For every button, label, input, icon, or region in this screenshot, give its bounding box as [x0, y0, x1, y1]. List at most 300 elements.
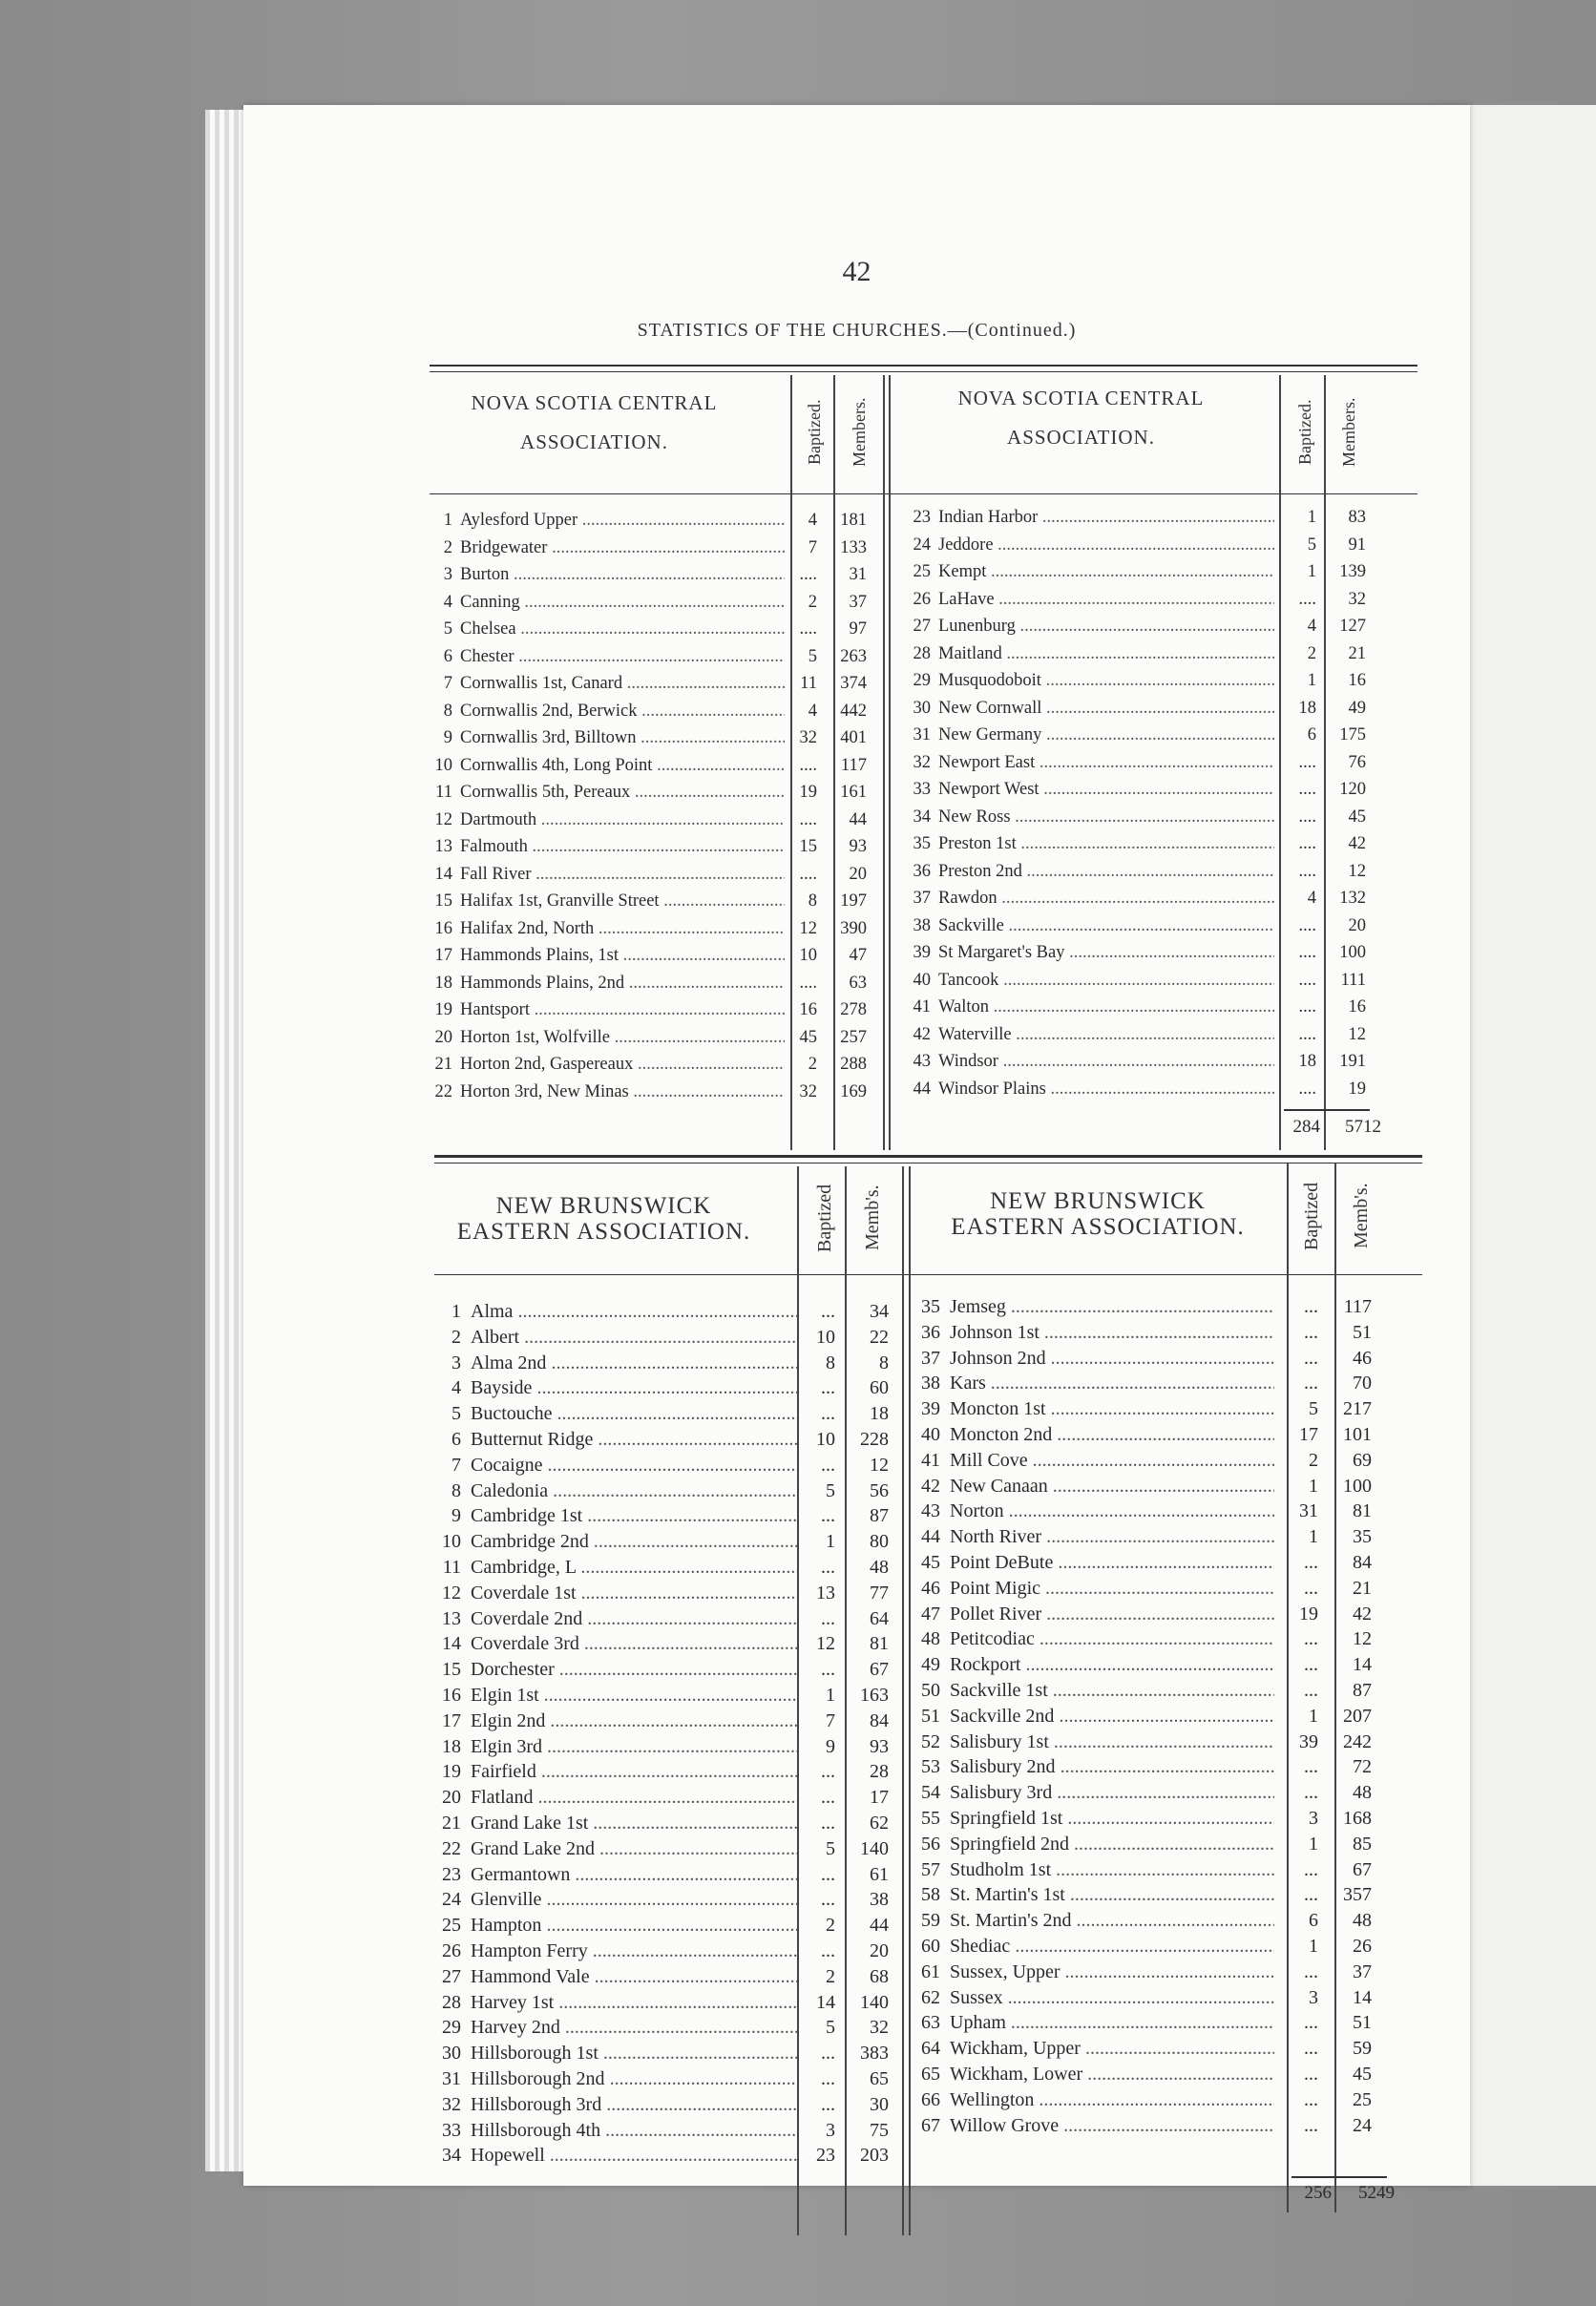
church-name: Moncton 1st .....: [940, 1398, 1274, 1420]
table-row: [914, 1936, 1372, 1958]
col-header-members: Members.: [1339, 397, 1358, 467]
table-row: [902, 889, 1366, 909]
row-number: 14: [442, 1633, 461, 1655]
members-value: 26: [1353, 1936, 1372, 1957]
row-number: 30: [913, 698, 931, 718]
members-value: 30: [870, 2093, 889, 2115]
row-number: 37: [921, 1347, 940, 1369]
row-number: 56: [921, 1833, 940, 1855]
table-row: [434, 1736, 889, 1758]
church-name: Petitcodiac .....: [940, 1628, 1274, 1650]
members-value: 61: [870, 1863, 889, 1885]
heading-line: ASSOCIATION.: [1007, 426, 1155, 449]
table-row: [914, 1424, 1372, 1446]
members-value: 42: [1353, 1603, 1372, 1625]
baptized-value: ...: [1304, 1296, 1318, 1317]
row-number: 49: [921, 1654, 940, 1676]
members-value: 207: [1343, 1705, 1372, 1727]
members-value: 80: [870, 1531, 889, 1553]
row-number: 28: [913, 643, 931, 663]
row-number: 16: [442, 1685, 461, 1706]
baptized-value: 10: [816, 1429, 835, 1450]
row-number: 40: [921, 1424, 940, 1445]
table-row: [914, 1654, 1372, 1676]
baptized-value: 18: [1298, 1052, 1316, 1071]
members-value: 93: [870, 1735, 889, 1757]
members-value: 132: [1339, 889, 1366, 908]
church-name: Butternut Ridge .....: [461, 1429, 797, 1451]
baptized-value: 39: [1299, 1730, 1318, 1752]
row-number: 58: [921, 1884, 940, 1906]
baptized-value: ...: [1304, 2088, 1318, 2110]
row-number: 36: [921, 1321, 940, 1343]
baptized-value: 5: [826, 2017, 835, 2039]
members-value: 75: [870, 2119, 889, 2141]
baptized-value: ....: [1298, 807, 1316, 827]
table-row: [902, 807, 1366, 828]
table-row: [902, 725, 1366, 745]
baptized-value: ...: [1304, 1960, 1318, 1982]
col-header-members: Memb's.: [862, 1184, 883, 1251]
members-value: 37: [1353, 1960, 1372, 1982]
row-number: 8: [452, 1479, 461, 1501]
table-row: [434, 1531, 889, 1553]
row-number: 9: [443, 728, 452, 747]
row-number: 34: [913, 807, 931, 827]
table-row: [902, 644, 1366, 664]
col-header-members: Members.: [850, 397, 869, 467]
baptized-value: 5: [826, 1837, 835, 1859]
baptized-value: ...: [1304, 2012, 1318, 2034]
members-value: 12: [1353, 1628, 1372, 1650]
row-number: 1: [452, 1301, 461, 1322]
baptized-value: 2: [1307, 643, 1316, 663]
row-number: 60: [921, 1936, 940, 1957]
col-header-baptized: Baptized: [814, 1184, 835, 1252]
baptized-value: ....: [1298, 1024, 1316, 1044]
row-number: 40: [913, 970, 931, 990]
church-name: Lunenburg .....: [931, 617, 1274, 637]
church-name: Windsor Plains .....: [931, 1080, 1274, 1100]
church-name: Kars .....: [940, 1373, 1274, 1394]
members-value: 8: [879, 1352, 889, 1373]
members-value: 34: [870, 1301, 889, 1322]
row-number: 1: [443, 511, 452, 530]
row-number: 13: [434, 837, 452, 856]
members-value: 37: [849, 592, 867, 612]
members-value: 16: [1348, 671, 1366, 690]
row-number: 37: [913, 889, 931, 908]
church-name: Cambridge 1st .....: [461, 1505, 797, 1527]
members-value: 32: [870, 2017, 889, 2039]
baptized-value: ....: [1298, 915, 1316, 935]
baptized-value: ...: [1304, 2038, 1318, 2060]
baptized-value: ...: [821, 2093, 835, 2115]
baptized-value: ....: [799, 864, 817, 884]
church-name: Point Migic .....: [940, 1578, 1274, 1600]
church-name: Coverdale 3rd .....: [461, 1633, 797, 1655]
row-number: 18: [442, 1735, 461, 1757]
church-name: Grand Lake 2nd .....: [461, 1838, 797, 1860]
table-row: [430, 810, 867, 830]
table-row: [902, 862, 1366, 882]
church-name: Canning .....: [452, 593, 785, 613]
baptized-value: 11: [800, 674, 817, 693]
church-name: Mill Cove .....: [940, 1450, 1274, 1472]
table-row: [434, 1429, 889, 1451]
church-name: LaHave .....: [931, 590, 1274, 610]
rule: [434, 1155, 1422, 1158]
baptized-value: ...: [1304, 1373, 1318, 1394]
members-value: 70: [1353, 1373, 1372, 1394]
church-name: Dorchester .....: [461, 1659, 797, 1681]
baptized-value: 5: [1307, 535, 1316, 555]
baptized-value: ...: [821, 1403, 835, 1425]
church-name: Halifax 2nd, North .....: [452, 919, 785, 939]
church-name: Harvey 2nd .....: [461, 2017, 797, 2039]
table-row: [914, 1552, 1372, 1574]
church-name: Hillsborough 1st .....: [461, 2043, 797, 2065]
row-number: 66: [921, 2088, 940, 2110]
members-value: 168: [1343, 1808, 1372, 1829]
row-number: 26: [913, 589, 931, 609]
church-name: Kempt .....: [931, 562, 1274, 582]
baptized-value: 3: [826, 2119, 835, 2141]
row-number: 28: [442, 1991, 461, 2013]
church-name: Jemseg .....: [940, 1296, 1274, 1318]
table-row: [434, 1915, 889, 1937]
row-number: 52: [921, 1730, 940, 1752]
members-value: 228: [860, 1429, 889, 1450]
church-name: Johnson 1st .....: [940, 1322, 1274, 1344]
church-name: Sackville 1st .....: [940, 1680, 1274, 1702]
church-name: St. Martin's 1st .....: [940, 1884, 1274, 1906]
row-number: 44: [921, 1526, 940, 1548]
row-number: 24: [442, 1889, 461, 1911]
baptized-value: 2: [808, 1055, 817, 1074]
table-row: [914, 2089, 1372, 2111]
baptized-value: ...: [821, 1301, 835, 1322]
row-number: 41: [921, 1449, 940, 1471]
table-row: [914, 1884, 1372, 1906]
church-name: Alma .....: [461, 1301, 797, 1323]
members-value: 20: [849, 864, 867, 884]
members-value: 21: [1348, 643, 1366, 663]
table-row: [430, 837, 867, 857]
members-value: 35: [1353, 1526, 1372, 1548]
members-value: 32: [1348, 589, 1366, 609]
members-value: 81: [1353, 1500, 1372, 1522]
church-name: Fall River .....: [452, 865, 785, 885]
heading-line: ASSOCIATION.: [520, 430, 668, 453]
baptized-value: ...: [1304, 1347, 1318, 1369]
row-number: 26: [442, 1940, 461, 1961]
table-row: [430, 647, 867, 667]
members-value: 217: [1343, 1398, 1372, 1420]
table-row: [434, 1403, 889, 1425]
members-value: 17: [870, 1787, 889, 1809]
members-value: 257: [840, 1027, 867, 1047]
section2-total-members: 5249: [1358, 2183, 1395, 2203]
members-value: 21: [1353, 1577, 1372, 1599]
members-value: 45: [1348, 807, 1366, 827]
church-name: Rockport .....: [940, 1654, 1274, 1676]
row-number: 54: [921, 1782, 940, 1804]
col-header-baptized: Baptized.: [805, 399, 824, 465]
table-row: [914, 1731, 1372, 1753]
baptized-value: ....: [1298, 997, 1316, 1017]
table-row: [434, 2068, 889, 2090]
row-number: 22: [434, 1081, 452, 1101]
row-number: 15: [434, 891, 452, 911]
church-name: Elgin 1st .....: [461, 1685, 797, 1707]
members-value: 84: [1353, 1552, 1372, 1573]
heading-line: EASTERN ASSOCIATION.: [456, 1219, 751, 1245]
members-value: 140: [860, 1837, 889, 1859]
row-number: 21: [442, 1813, 461, 1834]
row-number: 13: [442, 1607, 461, 1629]
row-number: 10: [442, 1531, 461, 1553]
heading-line: EASTERN ASSOCIATION.: [951, 1214, 1245, 1240]
baptized-value: 19: [799, 783, 817, 802]
members-value: 117: [1343, 1296, 1372, 1317]
church-name: Upham .....: [940, 2012, 1274, 2034]
table-row: [434, 1992, 889, 2014]
baptized-value: 12: [799, 918, 817, 938]
church-name: Sussex, Upper .....: [940, 1961, 1274, 1983]
baptized-value: ....: [1298, 780, 1316, 799]
table-row: [430, 674, 867, 694]
church-name: Glenville .....: [461, 1889, 797, 1911]
baptized-value: 8: [808, 891, 817, 911]
table-row: [434, 1327, 889, 1349]
church-name: Falmouth .....: [452, 837, 785, 857]
church-name: Hopewell .....: [461, 2145, 797, 2167]
table-row: [430, 1028, 867, 1048]
col-divider: [902, 1166, 904, 2235]
row-number: 43: [913, 1052, 931, 1071]
members-value: 44: [870, 1915, 889, 1937]
church-name: St. Martin's 2nd .....: [940, 1910, 1274, 1932]
table-row: [434, 1710, 889, 1732]
row-number: 50: [921, 1680, 940, 1701]
row-number: 2: [452, 1326, 461, 1348]
row-number: 29: [913, 671, 931, 690]
row-number: 23: [442, 1863, 461, 1885]
row-number: 20: [434, 1027, 452, 1047]
table-row: [914, 1628, 1372, 1650]
church-name: Dartmouth .....: [452, 810, 785, 830]
row-number: 14: [434, 864, 452, 884]
row-number: 67: [921, 2114, 940, 2136]
church-name: Preston 2nd .....: [931, 862, 1274, 882]
table-row: [434, 2145, 889, 2167]
row-number: 6: [452, 1429, 461, 1450]
table-row: [434, 1940, 889, 1962]
church-name: Germantown .....: [461, 1864, 797, 1886]
church-name: Bridgewater .....: [452, 538, 785, 558]
row-number: 23: [913, 508, 931, 527]
col-divider: [909, 1166, 911, 2235]
table-row: [914, 1450, 1372, 1472]
members-value: 161: [840, 783, 867, 802]
church-name: Springfield 1st .....: [940, 1808, 1274, 1830]
row-number: 11: [442, 1557, 461, 1578]
baptized-value: ...: [821, 1505, 835, 1527]
table-row: [434, 1352, 889, 1374]
members-value: 60: [870, 1377, 889, 1399]
church-name: Hampton Ferry .....: [461, 1940, 797, 1962]
row-number: 12: [442, 1582, 461, 1604]
church-name: Aylesford Upper .....: [452, 511, 785, 531]
baptized-value: ....: [1298, 752, 1316, 772]
row-number: 4: [443, 592, 452, 612]
row-number: 48: [921, 1628, 940, 1650]
baptized-value: 4: [808, 701, 817, 721]
baptized-value: 4: [1307, 889, 1316, 908]
baptized-value: 45: [799, 1027, 817, 1047]
table-row: [902, 943, 1366, 963]
church-name: Chelsea .....: [452, 619, 785, 639]
baptized-value: ...: [821, 1787, 835, 1809]
members-value: 140: [860, 1991, 889, 2013]
row-number: 63: [921, 2012, 940, 2034]
church-name: Sussex .....: [940, 1987, 1274, 2009]
members-value: 42: [1348, 834, 1366, 853]
row-number: 35: [913, 834, 931, 853]
row-number: 65: [921, 2064, 940, 2085]
row-number: 59: [921, 1910, 940, 1932]
book-page: [243, 105, 1470, 2203]
members-value: 203: [860, 2145, 889, 2167]
baptized-value: ...: [821, 1863, 835, 1885]
baptized-value: ...: [1304, 1858, 1318, 1880]
church-name: Moncton 2nd .....: [940, 1424, 1274, 1446]
church-name: Cocaigne .....: [461, 1455, 797, 1477]
row-number: 11: [435, 783, 452, 802]
members-value: 16: [1348, 997, 1366, 1017]
row-number: 8: [443, 701, 452, 721]
church-name: Grand Lake 1st .....: [461, 1813, 797, 1834]
baptized-value: ...: [821, 1454, 835, 1476]
section2-total-baptized: 256: [1304, 2183, 1332, 2203]
church-name: Coverdale 1st .....: [461, 1583, 797, 1604]
page-number: 42: [842, 256, 872, 287]
table-row: [902, 535, 1366, 556]
church-name: Sackville 2nd .....: [940, 1706, 1274, 1728]
row-number: 44: [913, 1079, 931, 1099]
members-value: 242: [1343, 1730, 1372, 1752]
table-row: [914, 1526, 1372, 1548]
table-row: [914, 1398, 1372, 1420]
table-row: [434, 1889, 889, 1911]
table-row: [914, 1859, 1372, 1881]
members-value: 49: [1348, 698, 1366, 718]
members-value: 390: [840, 918, 867, 938]
members-value: 22: [870, 1326, 889, 1348]
table-row: [914, 2012, 1372, 2034]
row-number: 33: [913, 780, 931, 799]
members-value: 20: [870, 1940, 889, 1961]
row-number: 17: [442, 1709, 461, 1731]
members-value: 101: [1343, 1424, 1372, 1445]
baptized-value: 23: [816, 2145, 835, 2167]
church-name: Pollet River .....: [940, 1604, 1274, 1625]
church-name: Elgin 2nd .....: [461, 1710, 797, 1732]
table-row: [430, 756, 867, 776]
baptized-value: 1: [826, 1531, 835, 1553]
section2-heading-right: [921, 1188, 1274, 1240]
members-value: 68: [870, 1965, 889, 1987]
baptized-value: ....: [799, 565, 817, 584]
baptized-value: 1: [1309, 1833, 1318, 1855]
col-divider: [889, 375, 891, 1150]
row-number: 5: [452, 1403, 461, 1425]
table-row: [430, 511, 867, 531]
row-number: 3: [452, 1352, 461, 1373]
members-value: 25: [1353, 2088, 1372, 2110]
church-name: Johnson 2nd .....: [940, 1348, 1274, 1370]
row-number: 42: [913, 1024, 931, 1044]
baptized-value: ...: [821, 2068, 835, 2089]
row-number: 15: [442, 1659, 461, 1681]
members-value: 278: [840, 1000, 867, 1019]
table-row: [902, 1080, 1366, 1100]
row-number: 32: [442, 2093, 461, 2115]
members-value: 169: [840, 1081, 867, 1101]
members-value: 263: [840, 646, 867, 666]
row-number: 61: [921, 1960, 940, 1982]
table-row: [434, 2043, 889, 2065]
table-row: [914, 1706, 1372, 1728]
baptized-value: ...: [821, 1557, 835, 1578]
members-value: 38: [870, 1889, 889, 1911]
church-name: Buctouche .....: [461, 1403, 797, 1425]
baptized-value: ....: [1298, 589, 1316, 609]
row-number: 20: [442, 1787, 461, 1809]
heading-line: NOVA SCOTIA CENTRAL: [471, 391, 718, 414]
baptized-value: 2: [808, 592, 817, 612]
baptized-value: ...: [1304, 2064, 1318, 2085]
table-row: [914, 1756, 1372, 1778]
church-name: Springfield 2nd .....: [940, 1834, 1274, 1855]
row-number: 10: [434, 755, 452, 775]
members-value: 111: [1340, 970, 1366, 990]
members-value: 12: [870, 1454, 889, 1476]
table-row: [434, 1966, 889, 1988]
row-number: 29: [442, 2017, 461, 2039]
members-value: 51: [1353, 1321, 1372, 1343]
baptized-value: 4: [808, 511, 817, 530]
church-name: Wickham, Lower .....: [940, 2064, 1274, 2086]
church-name: Newport West .....: [931, 780, 1274, 800]
baptized-value: 5: [826, 1479, 835, 1501]
church-name: Bayside .....: [461, 1377, 797, 1399]
row-number: 6: [443, 646, 452, 666]
table-row: [902, 1025, 1366, 1045]
heading-line: NOVA SCOTIA CENTRAL: [957, 387, 1205, 409]
baptized-value: ....: [1298, 970, 1316, 990]
row-number: 25: [442, 1915, 461, 1937]
baptized-value: 7: [826, 1709, 835, 1731]
table-row: [902, 997, 1366, 1017]
table-row: [902, 508, 1366, 528]
church-name: Indian Harbor .....: [931, 508, 1274, 528]
table-row: [914, 1578, 1372, 1600]
table-row: [434, 1659, 889, 1681]
members-value: 84: [870, 1709, 889, 1731]
members-value: 46: [1353, 1347, 1372, 1369]
